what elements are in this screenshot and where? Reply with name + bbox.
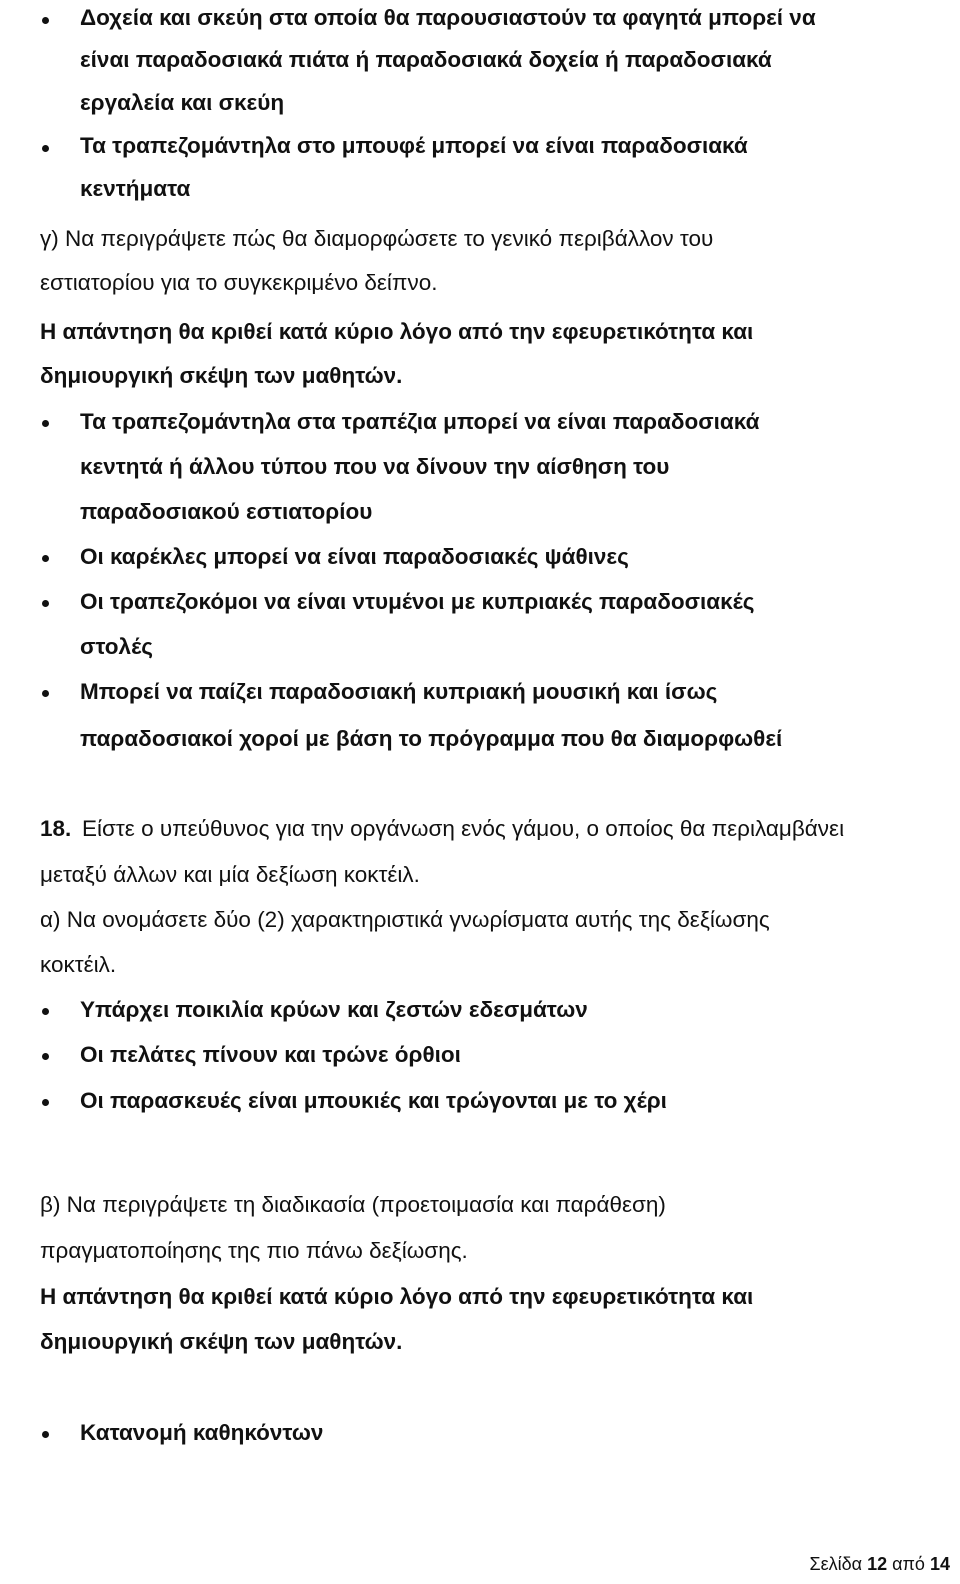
question-b-line: β) Να περιγράψετε τη διαδικασία (προετοιμασία και παράθεση)	[40, 1192, 666, 1217]
intro-line: Είστε ο υπεύθυνος για την οργάνωση ενός γάμου, ο οποίος θα περιλαμβάνει	[82, 816, 845, 841]
text-line: εργαλεία και σκεύη	[80, 90, 285, 115]
text-line: Τα τραπεζομάντηλα στα τραπέζια μπορεί να είναι παραδοσιακά	[80, 409, 760, 434]
bullet-dot	[42, 555, 49, 562]
text-line: κεντήματα	[80, 176, 191, 201]
question-a-line: κοκτέιλ.	[40, 952, 117, 977]
text-line: Δοχεία και σκεύη στα οποία θα παρουσιαστούν τα φαγητά μπορεί να	[80, 5, 816, 30]
text-line: Τα τραπεζομάντηλα στο μπουφέ μπορεί να είναι παραδοσιακά	[80, 133, 748, 158]
text-line: Μπορεί να παίζει παραδοσιακή κυπριακή μουσική και ίσως	[80, 679, 718, 704]
question-b-line: πραγματοποίησης της πιο πάνω δεξίωσης.	[40, 1238, 468, 1263]
text-line: παραδοσιακού εστιατορίου	[80, 499, 373, 524]
bullet-dot	[42, 1053, 49, 1060]
bullet-dot	[42, 600, 49, 607]
question-g-line: γ) Να περιγράψετε πώς θα διαμορφώσετε το γενικό περιβάλλον του	[40, 226, 714, 251]
answer-b-line: δημιουργική σκέψη των μαθητών.	[40, 1329, 403, 1354]
text-line: είναι παραδοσιακά πιάτα ή παραδοσιακά δοχεία ή παραδοσιακά	[80, 47, 772, 72]
answer-g-line: δημιουργική σκέψη των μαθητών.	[40, 363, 403, 388]
footer-prefix: Σελίδα	[809, 1554, 863, 1574]
page-footer	[809, 1553, 950, 1575]
intro-line: μεταξύ άλλων και μία δεξίωση κοκτέιλ.	[40, 862, 420, 887]
question-g-line: εστιατορίου για το συγκεκριμένο δείπνο.	[40, 270, 438, 295]
footer-total: 14	[929, 1554, 950, 1574]
text-line: Οι πελάτες πίνουν και τρώνε όρθιοι	[80, 1042, 461, 1067]
text-line: στολές	[80, 634, 153, 659]
bullet-dot	[42, 690, 49, 697]
question-a-line: α) Να ονομάσετε δύο (2) χαρακτηριστικά γνωρίσματα αυτής της δεξίωσης	[40, 907, 770, 932]
footer-middle: από	[892, 1554, 925, 1574]
text-line: παραδοσιακοί χοροί με βάση το πρόγραμμα που θα διαμορφωθεί	[80, 726, 783, 751]
text-line: Κατανομή καθηκόντων	[80, 1420, 324, 1445]
question-number: 18.	[40, 816, 72, 841]
bullet-dot	[42, 145, 49, 152]
text-line: κεντητά ή άλλου τύπου που να δίνουν την αίσθηση του	[80, 454, 670, 479]
text-line: Οι παρασκευές είναι μπουκιές και τρώγονται με το χέρι	[80, 1088, 667, 1113]
bullet-dot	[42, 1008, 49, 1015]
bullet-dot	[42, 17, 49, 24]
bullet-dot	[42, 1099, 49, 1106]
answer-b-line: Η απάντηση θα κριθεί κατά κύριο λόγο από την εφευρετικότητα και	[40, 1284, 754, 1309]
answer-g-line: Η απάντηση θα κριθεί κατά κύριο λόγο από την εφευρετικότητα και	[40, 319, 754, 344]
bullet-dot	[42, 420, 49, 427]
text-line: Υπάρχει ποικιλία κρύων και ζεστών εδεσμάτων	[80, 997, 588, 1022]
text-line: Οι καρέκλες μπορεί να είναι παραδοσιακές ψάθινες	[80, 544, 629, 569]
footer-page: 12	[867, 1554, 888, 1574]
text-line: Οι τραπεζοκόμοι να είναι ντυμένοι με κυπριακές παραδοσιακές	[80, 589, 755, 614]
bullet-dot	[42, 1431, 49, 1438]
